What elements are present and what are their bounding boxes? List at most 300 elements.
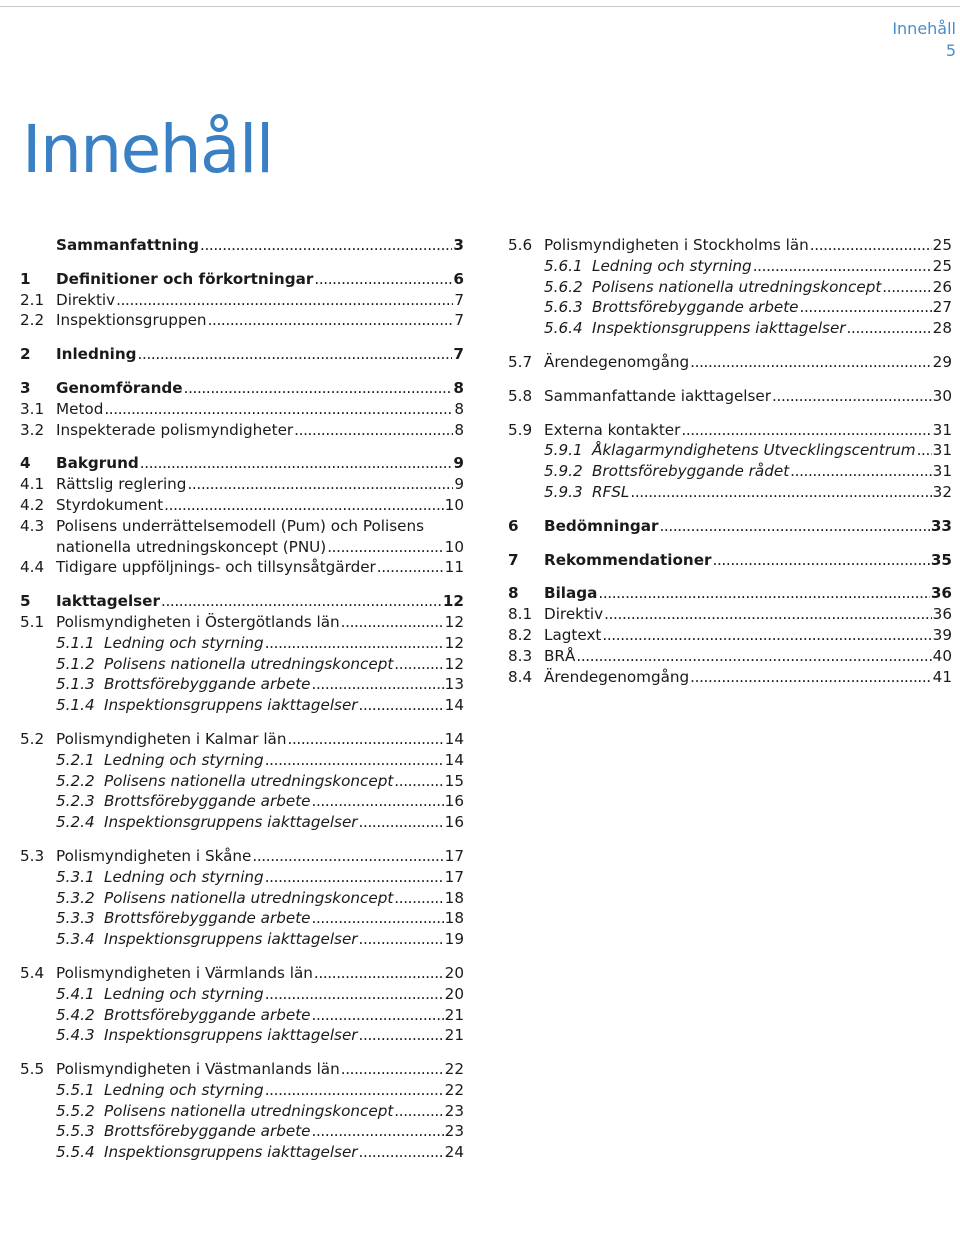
toc-entry-number: 5.2.1 [56, 750, 95, 769]
toc-entry-number: 3.2 [20, 420, 45, 439]
toc-entry[interactable] [508, 461, 952, 482]
dot-leader [602, 625, 931, 646]
toc-entry[interactable] [20, 771, 464, 792]
dot-leader [359, 929, 444, 950]
toc-entry-number: 5.2.3 [56, 792, 95, 811]
toc-entry[interactable] [20, 399, 464, 420]
toc-entry-page: 6 [453, 269, 464, 288]
dot-leader [208, 310, 454, 331]
toc-entry-page: 20 [444, 984, 464, 1003]
toc-entry[interactable] [20, 846, 464, 867]
dot-leader [810, 235, 932, 256]
toc-entry-number: 5.5 [20, 1060, 45, 1079]
toc-entry-number: 5 [20, 592, 31, 611]
toc-group [508, 516, 952, 537]
toc-entry-number: 4.1 [20, 475, 45, 494]
toc-entry-title: Inspektionsgruppens iakttagelser [104, 696, 358, 715]
toc-entry-page: 12 [444, 654, 464, 673]
toc-entry[interactable] [20, 453, 464, 474]
toc-entry[interactable] [20, 495, 464, 516]
toc-entry-title: Inspektionsgruppens iakttagelser [592, 319, 846, 338]
toc-entry-page: 7 [454, 311, 464, 330]
toc-entry-page: 9 [454, 475, 464, 494]
toc-entry-number: 8.4 [508, 667, 533, 686]
toc-entry-number: 5.3 [20, 846, 45, 865]
toc-entry-number: 5.2 [20, 729, 45, 748]
toc-entry-title: Sammanfattning [56, 236, 199, 254]
toc-entry-number: 1 [20, 269, 31, 288]
dot-leader [265, 633, 444, 654]
toc-entry-number: 5.7 [508, 352, 533, 371]
toc-entry-title: Polismyndigheten i Skåne [56, 846, 252, 865]
toc-left-column [20, 235, 464, 1176]
toc-entry-number: 5.1.3 [56, 675, 95, 694]
toc-entry-number: 5.3.4 [56, 930, 95, 949]
toc-entry[interactable] [20, 378, 464, 399]
toc-entry[interactable] [20, 591, 464, 612]
toc-entry-title: Definitioner och förkortningar [56, 269, 314, 288]
toc-entry[interactable] [20, 1025, 464, 1046]
toc-entry[interactable] [20, 695, 464, 716]
toc-entry[interactable] [20, 516, 464, 537]
toc-entry-number: 5.4.2 [56, 1005, 95, 1024]
toc-entry-page: 33 [930, 516, 952, 535]
toc-entry-title: Polismyndigheten i Värmlands län [56, 963, 313, 982]
toc-entry[interactable] [508, 277, 952, 298]
dot-leader [713, 550, 930, 571]
toc-entry-number: 5.6.4 [544, 319, 583, 338]
dot-leader [681, 420, 931, 441]
toc-entry-page: 27 [932, 298, 952, 317]
running-header-section: Innehåll [892, 19, 956, 38]
dot-leader [659, 516, 929, 537]
dot-leader [116, 290, 453, 311]
toc-entry-title: Polismyndigheten i Östergötlands län [56, 612, 340, 631]
dot-leader [327, 537, 443, 558]
dot-leader [690, 667, 932, 688]
toc-entry-page: 25 [932, 236, 952, 254]
dot-leader [359, 1025, 444, 1046]
toc-entry[interactable] [20, 1059, 464, 1080]
toc-entry-title: Brottsförebyggande arbete [104, 675, 311, 694]
top-rule [0, 6, 960, 7]
toc-entry[interactable] [508, 667, 952, 688]
toc-entry-title: Polisens underrättelsemodell (Pum) och Polisens [56, 516, 425, 535]
toc-entry-page: 22 [444, 1060, 464, 1079]
dot-leader [630, 482, 931, 503]
toc-entry[interactable] [20, 420, 464, 441]
dot-leader [753, 256, 932, 277]
toc-entry-number: 4.3 [20, 516, 45, 535]
dot-leader [394, 888, 443, 909]
toc-entry-page: 8 [453, 378, 464, 397]
toc-entry-page: 31 [932, 462, 952, 481]
toc-entry-title: Polisens nationella utredningskoncept [104, 771, 394, 790]
toc-entry-title: BRÅ [544, 646, 576, 665]
toc-group [508, 386, 952, 407]
dot-leader [359, 812, 444, 833]
toc-entry-title: Sammanfattande iakttagelser [544, 386, 772, 405]
toc-entry-page: 3 [453, 236, 464, 254]
dot-leader [882, 277, 931, 298]
toc-entry-number: 4 [20, 454, 31, 473]
toc-entry-title: Inspektionsgruppen [56, 311, 207, 330]
toc-entry[interactable] [20, 888, 464, 909]
toc-entry[interactable] [20, 633, 464, 654]
toc-entry-title: Polisens nationella utredningskoncept [104, 1101, 394, 1120]
toc-entry[interactable] [20, 269, 464, 290]
dot-leader [314, 963, 444, 984]
toc-entry-number: 5.6.2 [544, 277, 583, 296]
toc-entry-page: 12 [442, 592, 464, 611]
toc-entry-page: 30 [932, 386, 952, 405]
toc-entry[interactable] [20, 929, 464, 950]
page-number: 5 [945, 41, 956, 60]
toc-group [20, 846, 464, 950]
dot-leader [265, 1080, 444, 1101]
toc-entry-number: 5.5.1 [56, 1080, 95, 1099]
toc-entry[interactable] [20, 235, 464, 256]
toc-entry-page: 14 [444, 696, 464, 715]
toc-entry-number: 5.5.4 [56, 1143, 95, 1162]
toc-entry-page: 20 [444, 963, 464, 982]
dot-leader [377, 557, 444, 578]
toc-entry-title: Bakgrund [56, 454, 139, 473]
toc-entry-page: 12 [444, 633, 464, 652]
toc-entry[interactable] [20, 867, 464, 888]
toc-entry[interactable] [20, 1005, 464, 1026]
toc-entry-page: 36 [932, 605, 952, 624]
toc-entry-page: 12 [444, 612, 464, 631]
toc-entry-title: Inspektionsgruppens iakttagelser [104, 930, 358, 949]
dot-leader [161, 591, 442, 612]
toc-entry-number: 5.6.1 [544, 256, 583, 275]
toc-entry-page: 17 [444, 867, 464, 886]
dot-leader [184, 378, 453, 399]
toc-entry-title: Tidigare uppföljnings- och tillsynsåtgärder [56, 558, 376, 577]
toc-entry[interactable] [20, 654, 464, 675]
dot-leader [164, 495, 444, 516]
toc-entry-number: 5.5.3 [56, 1122, 95, 1141]
toc-entry-number: 5.3.3 [56, 909, 95, 928]
toc-entry-title: Ledning och styrning [104, 984, 264, 1003]
toc-entry-page: 16 [444, 813, 464, 832]
dot-leader [576, 646, 931, 667]
dot-leader [598, 583, 930, 604]
toc-entry-page: 14 [444, 750, 464, 769]
toc-group [508, 235, 952, 339]
toc-entry-page: 35 [930, 550, 952, 569]
dot-leader [790, 461, 932, 482]
toc-entry-number: 8.2 [508, 625, 533, 644]
toc-entry-page: 18 [444, 888, 464, 907]
toc-entry-number: 5.1 [20, 612, 45, 631]
toc-group [20, 378, 464, 440]
toc-entry[interactable] [20, 674, 464, 695]
toc-entry-number: 5.3.1 [56, 867, 95, 886]
toc-entry-title: Direktiv [56, 290, 116, 309]
dot-leader [265, 867, 444, 888]
toc-group [508, 420, 952, 503]
toc-group [508, 583, 952, 687]
dot-leader [341, 612, 444, 633]
toc-entry-page: 11 [444, 558, 464, 577]
toc-entry-page: 23 [444, 1122, 464, 1141]
toc-group [20, 453, 464, 578]
toc-group [20, 591, 464, 716]
toc-entry-number: 5.9.3 [544, 482, 583, 501]
toc-entry[interactable] [20, 537, 464, 558]
dot-leader [187, 474, 453, 495]
toc-entry-title: Åklagarmyndighetens Utvecklingscentrum [592, 441, 916, 460]
toc-entry-title: Inspektionsgruppens iakttagelser [104, 813, 358, 832]
toc-entry-page: 8 [454, 399, 464, 418]
toc-entry-number: 5.4.3 [56, 1026, 95, 1045]
toc-entry[interactable] [508, 482, 952, 503]
toc-entry-title: RFSL [592, 482, 630, 501]
dot-leader [138, 344, 453, 365]
toc-entry-title: Inspekterade polismyndigheter [56, 420, 294, 439]
toc-entry-page: 17 [444, 846, 464, 865]
toc-entry[interactable] [508, 583, 952, 604]
toc-entry-page: 28 [932, 319, 952, 338]
toc-group [20, 344, 464, 365]
page-title: Innehåll [22, 111, 273, 188]
toc-entry-title: Externa kontakter [544, 420, 681, 439]
dot-leader [690, 352, 932, 373]
toc-entry-title: Brottsförebyggande arbete [104, 909, 311, 928]
toc-group [20, 729, 464, 833]
toc-group [20, 963, 464, 1046]
toc-entry-page: 10 [444, 495, 464, 514]
dot-leader [359, 695, 444, 716]
toc-entry[interactable] [20, 1080, 464, 1101]
toc-entry-page: 31 [932, 441, 952, 460]
dot-leader [312, 1005, 444, 1026]
toc-entry-page: 25 [932, 256, 952, 275]
toc-entry[interactable] [20, 310, 464, 331]
dot-leader [312, 791, 444, 812]
toc-right-column [508, 235, 952, 700]
toc-entry[interactable] [508, 516, 952, 537]
toc-entry-title: Polisens nationella utredningskoncept [104, 654, 394, 673]
toc-entry-title: Rättslig reglering [56, 475, 187, 494]
toc-entry-page: 31 [932, 420, 952, 439]
toc-entry-page: 41 [932, 667, 952, 686]
toc-entry-number: 5.9 [508, 420, 533, 439]
toc-entry-number: 8.3 [508, 646, 533, 665]
toc-entry-number: 5.1.1 [56, 633, 95, 652]
toc-entry-number: 4.2 [20, 495, 45, 514]
toc-group [20, 1059, 464, 1163]
toc-entry-number: 5.2.2 [56, 771, 95, 790]
toc-entry-title: Genomförande [56, 378, 183, 397]
dot-leader [294, 420, 453, 441]
dot-leader [359, 1142, 444, 1163]
toc-entry-page: 36 [930, 584, 952, 603]
dot-leader [140, 453, 453, 474]
toc-entry-page: 22 [444, 1080, 464, 1099]
toc-entry-title: Ärendegenomgång [544, 667, 690, 686]
dot-leader [312, 908, 444, 929]
toc-entry-title: Brottsförebyggande arbete [104, 1005, 311, 1024]
toc-entry[interactable] [20, 344, 464, 365]
toc-entry[interactable] [508, 256, 952, 277]
toc-entry-page: 9 [453, 454, 464, 473]
toc-entry-page: 7 [454, 290, 464, 309]
toc-entry[interactable] [508, 440, 952, 461]
toc-entry-title: Ledning och styrning [104, 750, 264, 769]
toc-entry-page: 26 [932, 277, 952, 296]
toc-entry[interactable] [20, 612, 464, 633]
dot-leader [104, 399, 453, 420]
toc-entry[interactable] [20, 557, 464, 578]
toc-entry-number: 6 [508, 516, 519, 535]
toc-entry-page: 32 [932, 482, 952, 501]
toc-entry-page: 21 [444, 1005, 464, 1024]
toc-entry-title: Lagtext [544, 625, 602, 644]
dot-leader [800, 297, 932, 318]
toc-entry-title: Bedömningar [544, 516, 659, 535]
dot-leader [200, 235, 452, 256]
toc-entry-title: Brottsförebyggande arbete [104, 1122, 311, 1141]
toc-entry[interactable] [20, 984, 464, 1005]
dot-leader [265, 750, 444, 771]
toc-entry[interactable] [20, 1121, 464, 1142]
toc-entry-number: 5.4.1 [56, 984, 95, 1003]
toc-entry-title: Polisens nationella utredningskoncept [592, 277, 882, 296]
dot-leader [265, 984, 444, 1005]
dot-leader [847, 318, 932, 339]
toc-entry-number: 5.9.1 [544, 441, 583, 460]
toc-entry[interactable] [20, 791, 464, 812]
toc-entry-title: Metod [56, 399, 104, 418]
toc-entry-title: Polismyndigheten i Västmanlands län [56, 1060, 340, 1079]
toc-entry[interactable] [20, 474, 464, 495]
toc-entry-page: 18 [444, 909, 464, 928]
toc-entry-page: 23 [444, 1101, 464, 1120]
toc-entry-title: Rekommendationer [544, 550, 712, 569]
toc-entry[interactable] [508, 420, 952, 441]
toc-entry-title: Ledning och styrning [104, 867, 264, 886]
toc-entry-page: 24 [444, 1143, 464, 1162]
toc-entry[interactable] [20, 812, 464, 833]
dot-leader [314, 269, 452, 290]
dot-leader [312, 674, 444, 695]
toc-entry[interactable] [508, 318, 952, 339]
dot-leader [917, 440, 932, 461]
dot-leader [312, 1121, 444, 1142]
toc-entry-title: Inspektionsgruppens iakttagelser [104, 1026, 358, 1045]
dot-leader [394, 1101, 443, 1122]
toc-entry-number: 2.2 [20, 311, 45, 330]
toc-entry-title: Brottsförebyggande arbete [104, 792, 311, 811]
toc-entry-number: 5.1.4 [56, 696, 95, 715]
toc-entry[interactable] [20, 963, 464, 984]
toc-entry-page: 19 [444, 930, 464, 949]
running-header [892, 18, 956, 62]
dot-leader [252, 846, 443, 867]
dot-leader [394, 654, 443, 675]
dot-leader [394, 771, 443, 792]
toc-entry-number: 5.6.3 [544, 298, 583, 317]
toc-entry-number: 8.1 [508, 605, 533, 624]
toc-entry-title: Polismyndigheten i Stockholms län [544, 236, 809, 254]
toc-group [508, 352, 952, 373]
toc-entry-page: 8 [454, 420, 464, 439]
toc-entry-number: 8 [508, 584, 519, 603]
toc-group [508, 550, 952, 571]
toc-entry-number: 3 [20, 378, 31, 397]
toc-entry-title: Inspektionsgruppens iakttagelser [104, 1143, 358, 1162]
toc-entry[interactable] [508, 297, 952, 318]
toc-entry-number: 5.3.2 [56, 888, 95, 907]
toc-entry-page: 13 [444, 675, 464, 694]
toc-entry[interactable] [508, 386, 952, 407]
toc-entry-number: 7 [508, 550, 519, 569]
toc-entry-title: Styrdokument [56, 495, 164, 514]
toc-entry-page: 14 [444, 729, 464, 748]
toc-entry[interactable] [508, 625, 952, 646]
toc-entry-title: Ledning och styrning [104, 633, 264, 652]
toc-entry[interactable] [20, 1142, 464, 1163]
dot-leader [287, 729, 443, 750]
toc-entry[interactable] [508, 604, 952, 625]
toc-entry[interactable] [508, 235, 952, 256]
dot-leader [604, 604, 932, 625]
toc-entry[interactable] [20, 729, 464, 750]
toc-entry-number: 5.2.4 [56, 813, 95, 832]
toc-entry-number: 5.5.2 [56, 1101, 95, 1120]
toc-entry[interactable] [508, 646, 952, 667]
toc-entry-title: Bilaga [544, 584, 598, 603]
toc-entry[interactable] [20, 750, 464, 771]
toc-entry-page: 16 [444, 792, 464, 811]
toc-entry-title: Brottsförebyggande arbete [592, 298, 799, 317]
toc-entry-number: 2 [20, 345, 31, 364]
toc-group [20, 269, 464, 331]
dot-leader [772, 386, 932, 407]
toc-entry-number: 3.1 [20, 399, 45, 418]
toc-entry[interactable] [20, 1101, 464, 1122]
toc-entry[interactable] [508, 352, 952, 373]
toc-entry-title: Polismyndigheten i Kalmar län [56, 729, 287, 748]
toc-entry-title: nationella utredningskoncept (PNU) [56, 537, 327, 556]
toc-entry-number: 5.1.2 [56, 654, 95, 673]
toc-entry-page: 21 [444, 1026, 464, 1045]
toc-entry-title: Inledning [56, 345, 137, 364]
toc-entry-page: 10 [444, 537, 464, 556]
toc-entry-page: 29 [932, 352, 952, 371]
toc-entry-title: Ledning och styrning [592, 256, 752, 275]
dot-leader [341, 1059, 444, 1080]
toc-entry-title: Direktiv [544, 605, 604, 624]
toc-entry-number: 4.4 [20, 558, 45, 577]
toc-entry-number: 5.4 [20, 963, 45, 982]
toc-entry[interactable] [20, 290, 464, 311]
toc-entry-page: 7 [453, 345, 464, 364]
toc-entry-title: Iakttagelser [56, 592, 160, 611]
toc-entry-title: Brottsförebyggande rådet [592, 462, 790, 481]
toc-entry[interactable] [508, 550, 952, 571]
toc-entry-page: 40 [932, 646, 952, 665]
toc-entry[interactable] [20, 908, 464, 929]
toc-entry-title: Ärendegenomgång [544, 352, 690, 371]
toc-entry-number: 5.8 [508, 386, 533, 405]
toc-entry-page: 15 [444, 771, 464, 790]
toc-entry-title: Ledning och styrning [104, 1080, 264, 1099]
toc-group [20, 235, 464, 256]
